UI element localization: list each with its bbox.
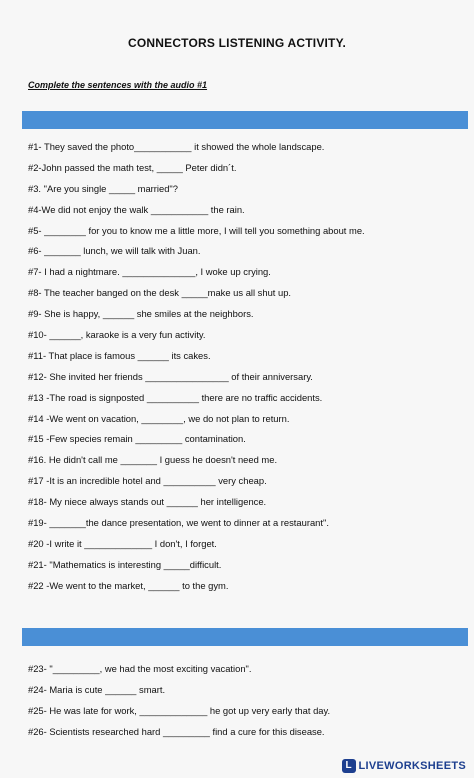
brand-name: LIVEWORKSHEETS bbox=[358, 760, 466, 772]
sentence-item: #1- They saved the photo___________ it showed the whole landscape. bbox=[28, 141, 325, 152]
sentence-item: #3. "Are you single _____ married"? bbox=[28, 182, 178, 194]
sentence-item: #16. He didn't call me _______ I guess he doesn't need me. bbox=[28, 454, 278, 466]
sentence-item: #10- ______, karaoke is a very fun activity. bbox=[28, 329, 206, 341]
section-divider-bar bbox=[22, 628, 468, 646]
sentence-item: #8- The teacher banged on the desk _____make us all shut up. bbox=[28, 287, 292, 299]
sentence-item: #12- She invited her friends ________________ of their anniversary. bbox=[28, 370, 313, 382]
sentence-item: #25- He was late for work, _____________ he got up very early that day. bbox=[28, 704, 331, 716]
sentence-item: #11- That place is famous ______ its cakes. bbox=[28, 349, 211, 361]
sentence-item: #19- _______the dance presentation, we went to dinner at a restaurant". bbox=[28, 517, 329, 529]
sentence-item: #9- She is happy, ______ she smiles at the neighbors. bbox=[28, 308, 254, 320]
sentence-item: #15 -Few species remain _________ contamination. bbox=[28, 433, 246, 445]
sentence-item: #21- "Mathematics is interesting _____difficult. bbox=[28, 558, 222, 570]
liveworksheets-icon: L bbox=[342, 759, 356, 773]
sentence-item: #20 -I write it _____________ I don't, I forget. bbox=[28, 537, 217, 549]
sentence-item: #23- "_________, we had the most exciting vacation". bbox=[28, 663, 252, 674]
sentence-item: #22 -We went to the market, ______ to the gym. bbox=[28, 579, 229, 591]
sentence-item: #17 -It is an incredible hotel and __________ very cheap. bbox=[28, 475, 267, 487]
sentence-item: #5- ________ for you to know me a little more, I will tell you something about me. bbox=[28, 224, 365, 236]
sentence-item: #7- I had a nightmare. ______________, I woke up crying. bbox=[28, 266, 271, 278]
instructions: Complete the sentences with the audio #1 bbox=[28, 80, 208, 90]
sentence-item: #2-John passed the math test, _____ Peter didn´t. bbox=[28, 161, 237, 173]
sentence-item: #18- My niece always stands out ______ her intelligence. bbox=[28, 496, 267, 508]
sentence-item: #24- Maria is cute ______ smart. bbox=[28, 683, 166, 695]
sentence-item: #26- Scientists researched hard _________ find a cure for this disease. bbox=[28, 725, 325, 737]
section-divider-bar bbox=[22, 111, 468, 129]
sentence-item: #14 -We went on vacation, ________, we do not plan to return. bbox=[28, 412, 290, 424]
sentence-item: #13 -The road is signposted __________ there are no traffic accidents. bbox=[28, 391, 323, 403]
liveworksheets-logo[interactable] bbox=[342, 758, 467, 774]
sentence-list-2 bbox=[28, 663, 330, 747]
worksheet-title: CONNECTORS LISTENING ACTIVITY. bbox=[127, 36, 346, 50]
sentence-item: #6- _______ lunch, we will talk with Juan. bbox=[28, 245, 201, 257]
sentence-list-1 bbox=[28, 141, 365, 601]
sentence-item: #4-We did not enjoy the walk ___________ the rain. bbox=[28, 203, 245, 215]
